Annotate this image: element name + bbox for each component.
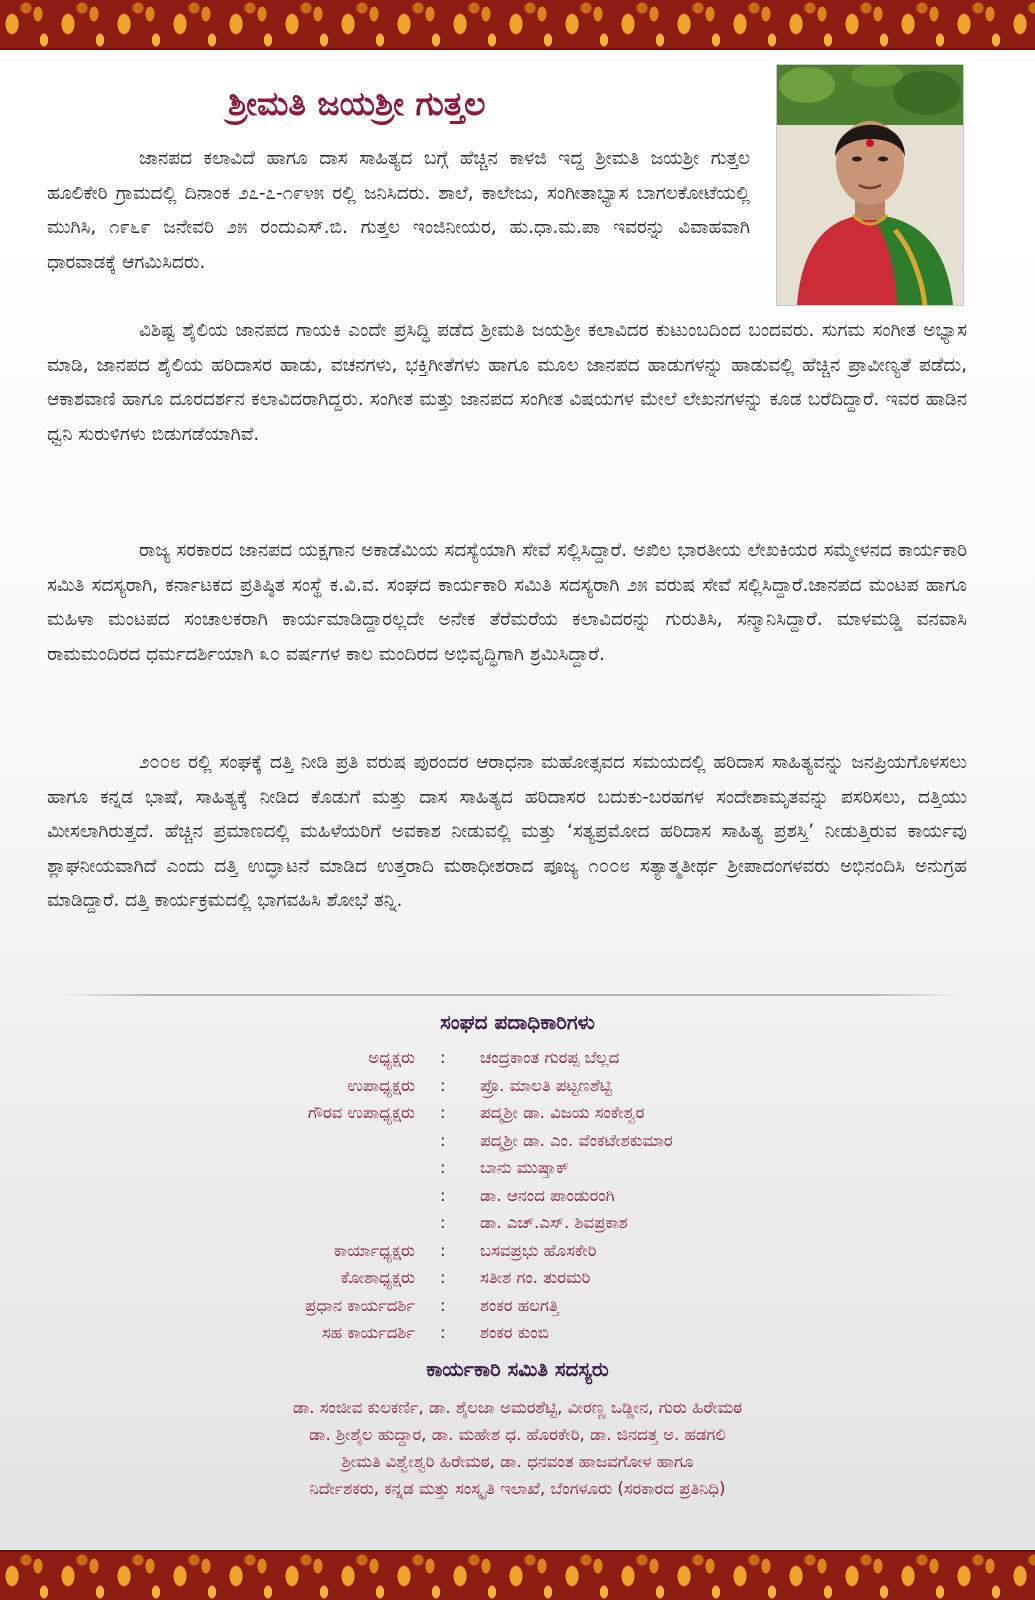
bio-paragraph-2: ವಿಶಿಷ್ಟ ಶೈಲಿಯ ಜಾನಪದ ಗಾಯಕಿ ಎಂದೇ ಪ್ರಸಿದ್ಧಿ ಪಡೆದ ಶ್ರೀಮತಿ ಜಯಶ್ರೀ ಕಲಾವಿದರ ಕುಟುಂಬದಿಂದ ಬಂದವರು. ಸುಗಮ ಸಂಗೀತ ಅಭ್ಯಾಸ ಮಾಡಿ, ಜಾನಪದ ಶೈಲಿಯ ಹರಿದಾಸರ ಹಾಡು, ವಚನಗಳು, ಭಕ್ತಿಗೀತೆಗಳು ಹಾಗೂ ಮೂಲ ಜಾನಪದ ಹಾಡುಗಳನ್ನು ಹಾಡುವಲ್ಲಿ ಹೆಚ್ಚಿನ ಪ್ರಾವೀಣ್ಯತೆ ಪಡೆದು, ಆಕಾಶವಾಣಿ ಹಾಗೂ ದೂರದರ್ಶನ ಕಲಾವಿದರಾಗಿದ್ದರು. ಸಂಗೀತ ಮತ್ತು ಜಾನಪದ ಸಂಗೀತ ವಿಷಯಗಳ ಮೇಲೆ ಲೇಖನಗಳನ್ನು ಕೂಡ ಬರೆದಿದ್ದಾರೆ. ಇವರ ಹಾಡಿನ ಧ್ವನಿ ಸುರುಳಿಗಳು ಬಿಡುಗಡೆಯಾಗಿವೆ. [47,320,967,445]
page-title: ಶ್ರೀಮತಿ ಜಯಶ್ರೀ ಗುತ್ತಲ [228,84,486,123]
office-colon: : [440,1075,446,1095]
office-row [0,1048,1035,1076]
committee-line: ಡಾ. ಸಂಜೀವ ಕುಲಕರ್ಣಿ, ಡಾ. ಶೈಲಜಾ ಅಮರಶೆಟ್ಟಿ, ವೀರಣ್ಣ ಒಡ್ಡೀನ, ಗುರು ಹಿರೇಮಠ [292,1398,743,1417]
office-name: ಪದ್ಮಶ್ರೀ ಡಾ. ವಿಜಯ ಸಂಕೇಶ್ವರ [480,1103,645,1122]
office-name: ಪ್ರೊ. ಮಾಲತಿ ಪಟ್ಟಣಶೆಟ್ಟಿ [480,1075,612,1095]
office-row [0,1131,1035,1159]
executive-committee-list [0,1394,1035,1502]
office-bearers-heading: ಸಂಘದ ಪದಾಧಿಕಾರಿಗಳು [440,1010,595,1034]
office-row [0,1076,1035,1104]
office-row [0,1268,1035,1296]
bio-paragraph-1: ಜಾನಪದ ಕಲಾವಿದೆ ಹಾಗೂ ದಾಸ ಸಾಹಿತ್ಯದ ಬಗ್ಗೆ ಹೆಚ್ಚಿನ ಕಾಳಜಿ ಇದ್ದ ಶ್ರೀಮತಿ ಜಯಶ್ರೀ ಗುತ್ತಲ ಹೂಲಿಕೇರಿ ಗ್ರಾಮದಲ್ಲಿ ದಿನಾಂಕ ೨೭-೭-೧೯೪೫ ರಲ್ಲಿ ಜನಿಸಿದರು. ಶಾಲೆ, ಕಾಲೇಜು, ಸಂಗೀತಾಭ್ಯಾಸ ಬಾಗಲಕೋಟೆಯಲ್ಲಿ ಮುಗಿಸಿ, ೧೯೬೯ ಜನೇವರಿ ೨೫ ರಂದುಎಸ್.ಬಿ. ಗುತ್ತಲ ಇಂಜಿನೀಯರ, ಹು.ಧಾ.ಮ.ಪಾ ಇವರನ್ನು ವಿವಾಹವಾಗಿ ಧಾರವಾಡಕ್ಕೆ ಆಗಮಿಸಿದರು. [47,148,750,273]
office-row [0,1186,1035,1214]
portrait-image [777,65,963,305]
committee-line: ನಿರ್ದೇಶಕರು, ಕನ್ನಡ ಮತ್ತು ಸಂಸ್ಕೃತಿ ಇಲಾಖೆ, ಬೆಂಗಳೂರು (ಸರಕಾರದ ಪ್ರತಿನಿಧಿ) [309,1479,726,1498]
office-name: ಶಂಕರ ಕುಂಬಿ [480,1323,549,1342]
office-row [0,1296,1035,1324]
office-colon: : [440,1240,446,1260]
office-row [0,1323,1035,1351]
bio-paragraph-4: ೨೦೦೮ ರಲ್ಲಿ ಸಂಘಕ್ಕೆ ದತ್ತಿ ನೀಡಿ ಪ್ರತಿ ವರುಷ ಪುರಂದರ ಆರಾಧನಾ ಮಹೋತ್ಸವದ ಸಮಯದಲ್ಲಿ ಹರಿದಾಸ ಸಾಹಿತ್ಯವನ್ನು ಜನಪ್ರಿಯಗೊಳಸಲು ಹಾಗೂ ಕನ್ನಡ ಭಾಷೆ, ಸಾಹಿತ್ಯಕ್ಕೆ ನೀಡಿದ ಕೊಡುಗೆ ಮತ್ತು ದಾಸ ಸಾಹಿತ್ಯದ ಹರಿದಾಸರ ಬದುಕು-ಬರಹಗಳ ಸಂದೇಶಾಮೃತವನ್ನು ಪಸರಿಸಲು, ದತ್ತಿಯು ಮೀಸಲಾಗಿರುತ್ತದೆ. ಹೆಚ್ಚಿನ ಪ್ರಮಾಣದಲ್ಲಿ ಮಹಿಳೆಯರಿಗೆ ಅವಕಾಶ ನೀಡುವಲ್ಲಿ ಮತ್ತು ‘ಸತ್ಯಪ್ರಮೋದ ಹರಿದಾಸ ಸಾಹಿತ್ಯ ಪ್ರಶಸ್ತಿ’ ನೀಡುತ್ತಿರುವ ಕಾರ್ಯವು ಶ್ಲಾಘನೀಯವಾಗಿದೆ ಎಂದು ದತ್ತಿ ಉದ್ಘಾಟನೆ ಮಾಡಿದ ಉತ್ತರಾದಿ ಮಠಾಧೀಶರಾದ ಪೂಜ್ಯ ೧೦೦೮ ಸತ್ಯಾತ್ಮತೀರ್ಥ ಶ್ರೀಪಾದಂಗಳವರು ಅಭಿನಂದಿಸಿ ಅನುಗ್ರಹ ಮಾಡಿದ್ದಾರೆ. ದತ್ತಿ ಕಾರ್ಯಕ್ರಮದಲ್ಲಿ ಭಾಗವಹಿಸಿ ಶೋಭೆ ತನ್ನಿ. [47,752,967,911]
committee-line: ಶ್ರೀಮತಿ ವಿಶ್ವೇಶ್ವರಿ ಹಿರೇಮಠ, ಡಾ. ಧನವಂತ ಹಾಜವಗೋಳ ಹಾಗೂ [341,1452,694,1471]
office-name: ಪದ್ಮಶ್ರೀ ಡಾ. ಎಂ. ವೆಂಕಟೇಶಕುಮಾರ [480,1130,673,1150]
office-colon: : [440,1048,446,1067]
office-name: ಡಾ. ಆನಂದ ಪಾಂಡುರಂಗಿ [480,1185,615,1205]
office-colon: : [440,1268,446,1287]
office-role: ಗೌರವ ಉಪಾಧ್ಯಕ್ಷರು [307,1103,415,1122]
office-row [0,1158,1035,1186]
bio-paragraph-3: ರಾಜ್ಯ ಸರಕಾರದ ಜಾನಪದ ಯಕ್ಷಗಾನ ಅಕಾಡೆಮಿಯ ಸದಸ್ಯೆಯಾಗಿ ಸೇವೆ ಸಲ್ಲಿಸಿದ್ದಾರೆ. ಅಖಿಲ ಭಾರತೀಯ ಲೇಖಕಿಯರ ಸಮ್ಮೇಳನದ ಕಾರ್ಯಕಾರಿ ಸಮಿತಿ ಸದಸ್ಯರಾಗಿ, ಕರ್ನಾಟಕದ ಪ್ರತಿಷ್ಠಿತ ಸಂಸ್ಥೆ ಕ.ವಿ.ವ. ಸಂಘದ ಕಾರ್ಯಕಾರಿ ಸಮಿತಿ ಸದಸ್ಯರಾಗಿ ೨೫ ವರುಷ ಸೇವೆ ಸಲ್ಲಿಸಿದ್ದಾರೆ.ಜಾನಪದ ಮಂಟಪ ಹಾಗೂ ಮಹಿಳಾ ಮಂಟಪದ ಸಂಚಾಲಕರಾಗಿ ಕಾರ್ಯಮಾಡಿದ್ದಾರಲ್ಲದೇ ಅನೇಕ ತೆರೆಮರೆಯ ಕಲಾವಿದರನ್ನು ಗುರುತಿಸಿ, ಸನ್ಮಾನಿಸಿದ್ದಾರೆ. ಮಾಳಮಡ್ಡಿ ವನವಾಸಿ ರಾಮಮಂದಿರದ ಧರ್ಮದರ್ಶಿಯಾಗಿ ೩೦ ವರ್ಷಗಳ ಕಾಲ ಮಂದಿರದ ಅಭಿವೃದ್ಧಿಗಾಗಿ ಶ್ರಮಿಸಿದ್ದಾರೆ. [47,540,967,665]
office-name: ಬಾನು ಮುಷ್ತಾಕ್ [480,1158,569,1177]
office-colon: : [440,1213,446,1232]
office-name: ಶಂಕರ ಹಲಗತ್ತಿ [480,1295,559,1315]
office-role: ಸಹ ಕಾರ್ಯದರ್ಶಿ [321,1323,415,1342]
office-role: ಉಪಾಧ್ಯಕ್ಷರು [347,1075,415,1095]
executive-committee-heading: ಕಾರ್ಯಕಾರಿ ಸಮಿತಿ ಸದಸ್ಯರು [426,1357,609,1381]
portrait-photo [776,64,964,306]
office-colon: : [440,1103,446,1122]
office-row [0,1213,1035,1241]
section-divider [60,994,960,996]
office-role: ಕೋಶಾಧ್ಯಕ್ಷರು [340,1268,415,1287]
decorative-border-bottom [0,1550,1035,1600]
office-colon: : [440,1185,446,1205]
office-name: ಬಸವಪ್ರಭು ಹೊಸಕೇರಿ [480,1240,597,1260]
office-name: ಡಾ. ಎಚ್.ಎಸ್. ಶಿವಪ್ರಕಾಶ [480,1213,628,1232]
office-bearers-table [0,1048,1035,1351]
office-role: ಅಧ್ಯಕ್ಷರು [368,1048,415,1067]
decorative-border-top [0,0,1035,50]
committee-line: ಡಾ. ಶ್ರೀಶೈಲ ಹುದ್ದಾರ, ಡಾ. ಮಹೇಶ ಧ. ಹೊರಕೇರಿ, ಡಾ. ಜಿನದತ್ತ ಅ. ಹಡಗಲಿ [309,1425,726,1444]
office-role: ಪ್ರಧಾನ ಕಾರ್ಯದರ್ಶಿ [305,1295,415,1315]
office-role: ಕಾರ್ಯಾಧ್ಯಕ್ಷರು [333,1240,415,1260]
office-name: ಸತೀಶ ಗಂ. ತುರಮರಿ [480,1268,591,1287]
office-colon: : [440,1323,446,1342]
office-row [0,1103,1035,1131]
office-colon: : [440,1295,446,1315]
office-row [0,1241,1035,1269]
office-name: ಚಂದ್ರಕಾಂತ ಗುರಪ್ಪ ಬೆಲ್ಲದ [480,1048,620,1067]
office-colon: : [440,1130,446,1150]
office-colon: : [440,1158,446,1177]
